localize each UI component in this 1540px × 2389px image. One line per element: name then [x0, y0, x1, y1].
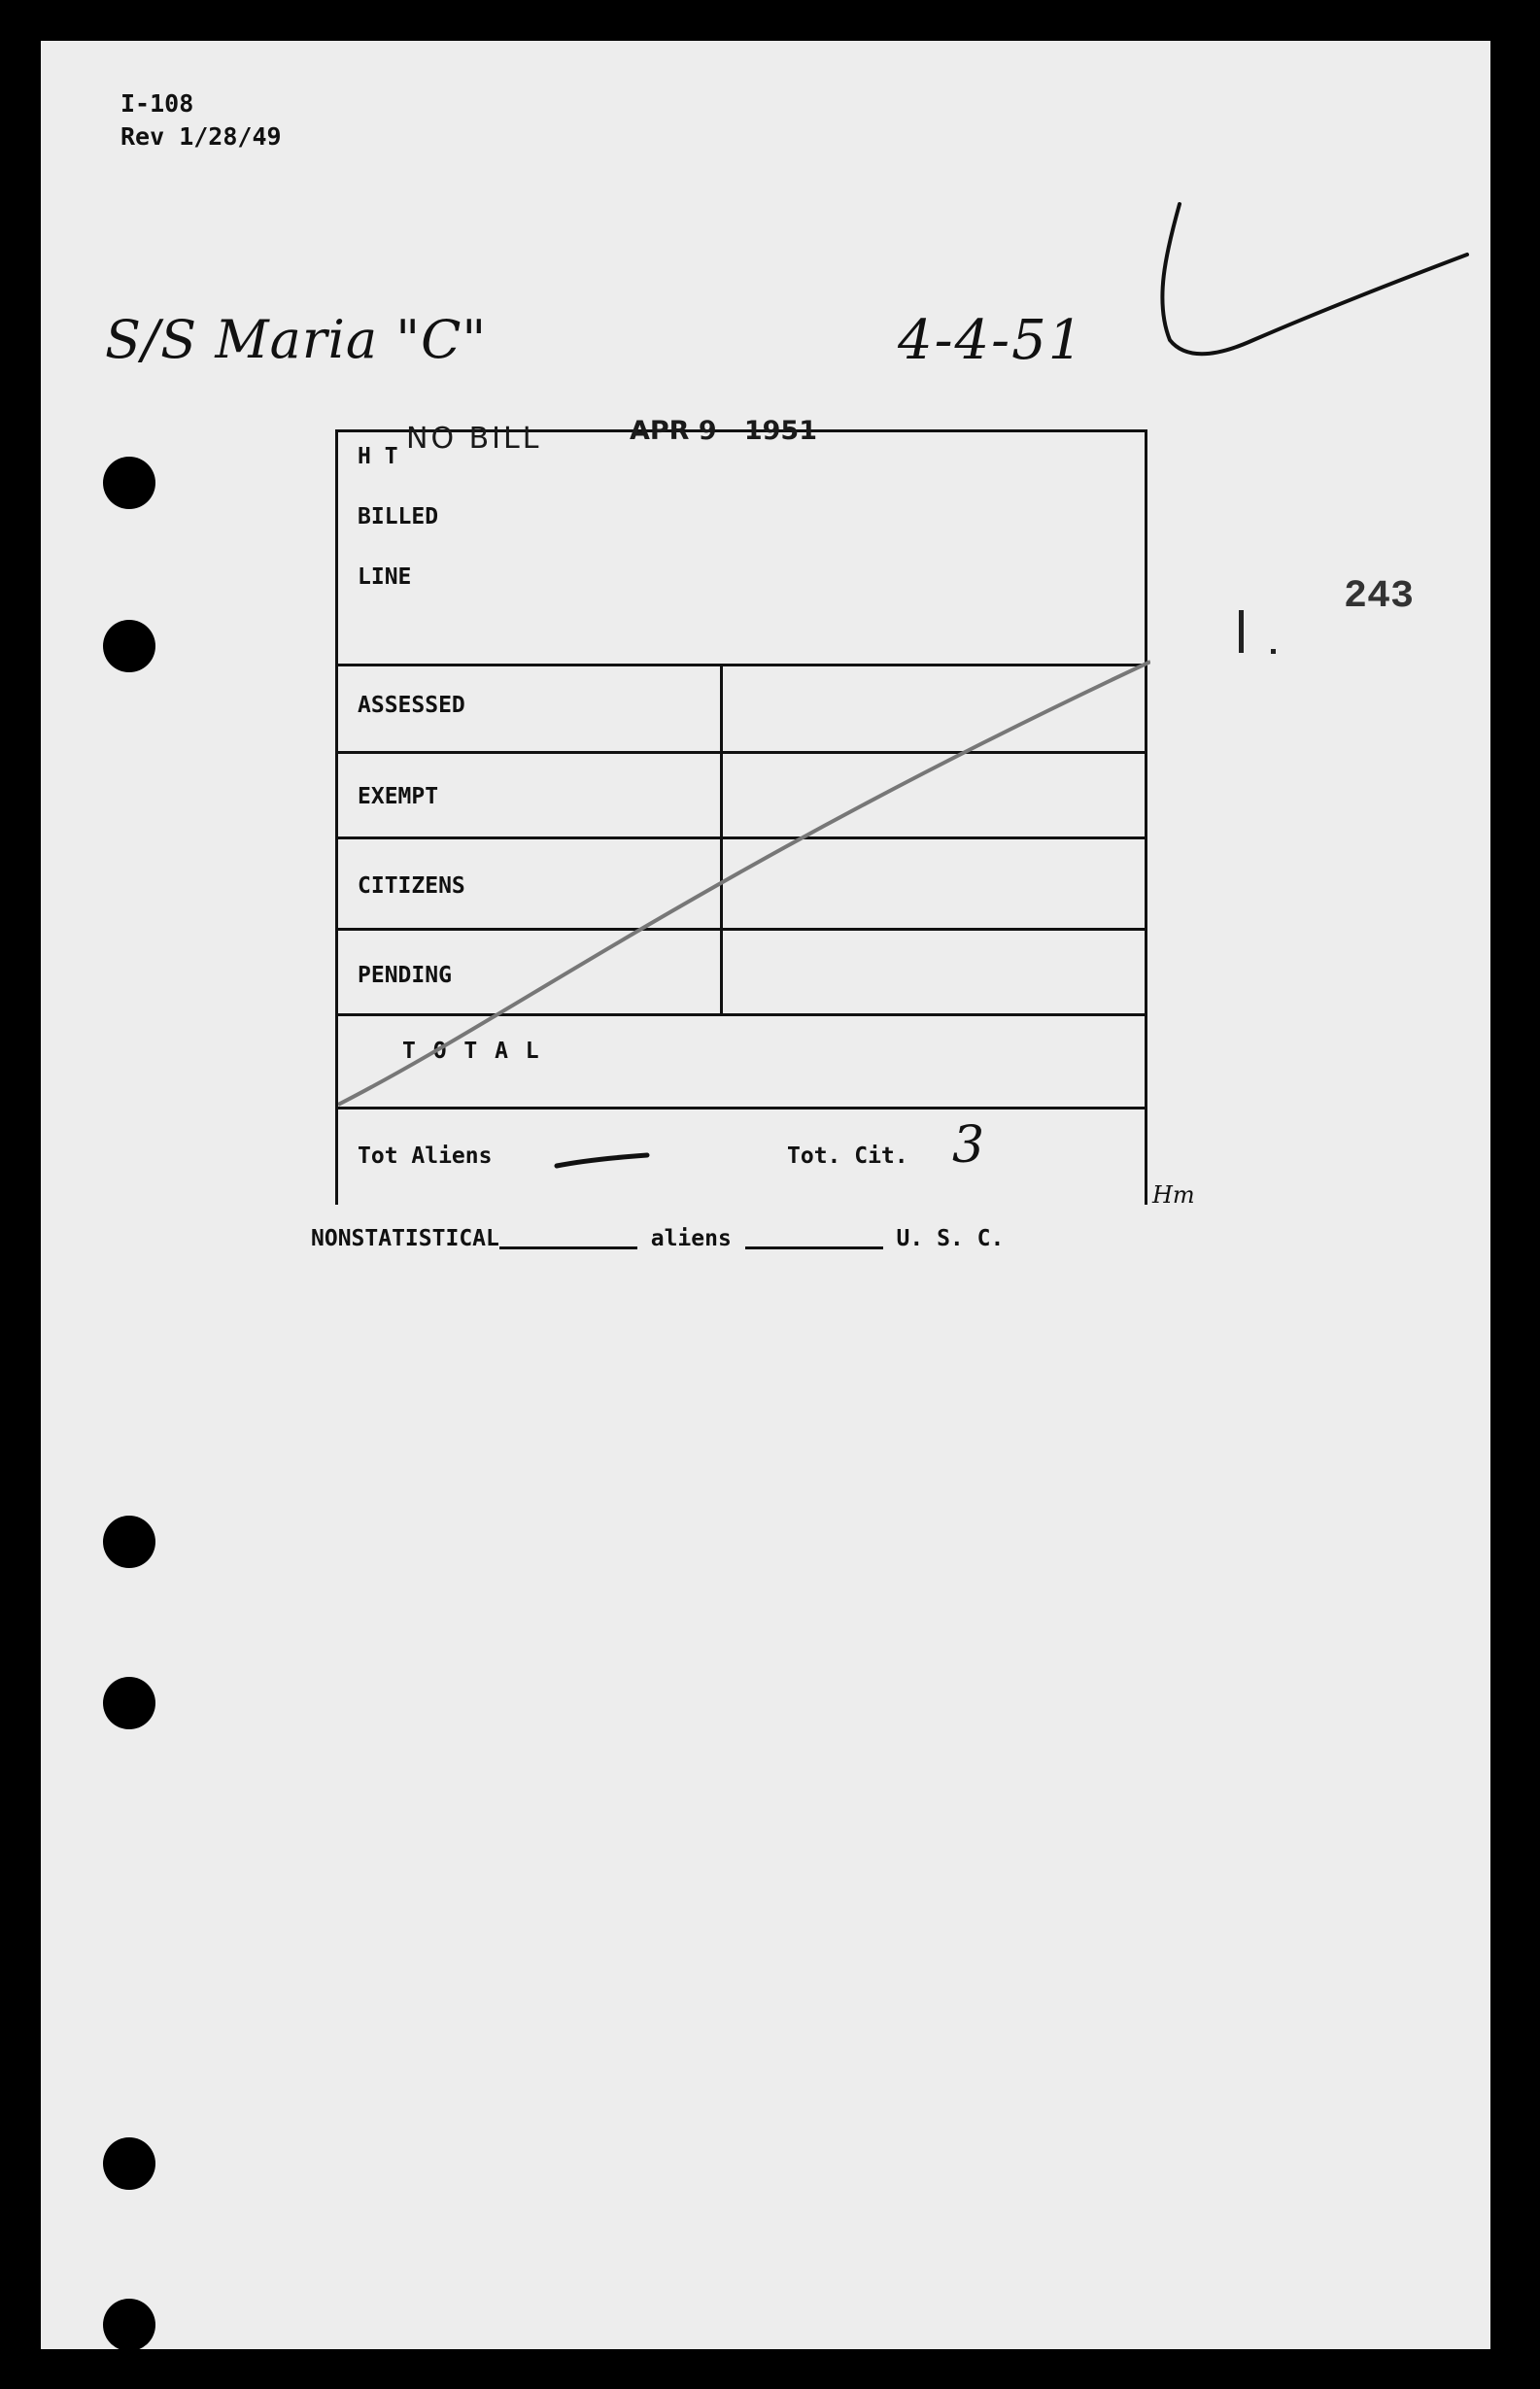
- table-row-label: EXEMPT: [358, 784, 439, 809]
- manifest-summary-form: [335, 429, 1147, 1205]
- line-label: LINE: [358, 564, 412, 590]
- ht-label: H T: [358, 444, 398, 469]
- total-label: T O T A L: [402, 1039, 541, 1064]
- no-bill-stamp: NO BILL: [406, 422, 542, 456]
- aliens-label: aliens: [650, 1226, 732, 1251]
- strike-line: [338, 432, 1150, 1208]
- table-row-label: ASSESSED: [358, 693, 465, 718]
- ship-name: S/S Maria "C": [105, 309, 488, 370]
- file-number: 243: [1344, 575, 1415, 619]
- nonstatistical-line: [311, 1226, 1004, 1251]
- punch-hole: [103, 457, 155, 509]
- punch-hole: [103, 2299, 155, 2351]
- billed-label: BILLED: [358, 504, 439, 529]
- handwritten-date: 4-4-51: [898, 309, 1085, 372]
- punch-hole: [103, 1677, 155, 1729]
- table-row-label: PENDING: [358, 963, 452, 988]
- nonstatistical-label: NONSTATISTICAL: [311, 1226, 499, 1251]
- check-mark: [1146, 194, 1477, 369]
- punch-hole: [103, 2137, 155, 2190]
- initials: Hm: [1152, 1181, 1195, 1209]
- form-number: I-108: [120, 89, 194, 118]
- form-number-block: [120, 87, 282, 154]
- stamp-date: APR 9 1951: [630, 416, 818, 446]
- punch-hole: [103, 620, 155, 672]
- usc-label: U. S. C.: [896, 1226, 1005, 1251]
- table-row-label: CITIZENS: [358, 873, 465, 899]
- file-mark: [1239, 610, 1244, 653]
- usc-blank: [745, 1246, 883, 1249]
- form-revision: Rev 1/28/49: [120, 122, 282, 151]
- tot-aliens-label: Tot Aliens: [358, 1143, 493, 1169]
- aliens-blank: [499, 1246, 637, 1249]
- cit-count: 3: [952, 1116, 985, 1175]
- file-mark: [1271, 649, 1276, 654]
- tot-cit-label: Tot. Cit.: [787, 1143, 908, 1169]
- punch-hole: [103, 1516, 155, 1568]
